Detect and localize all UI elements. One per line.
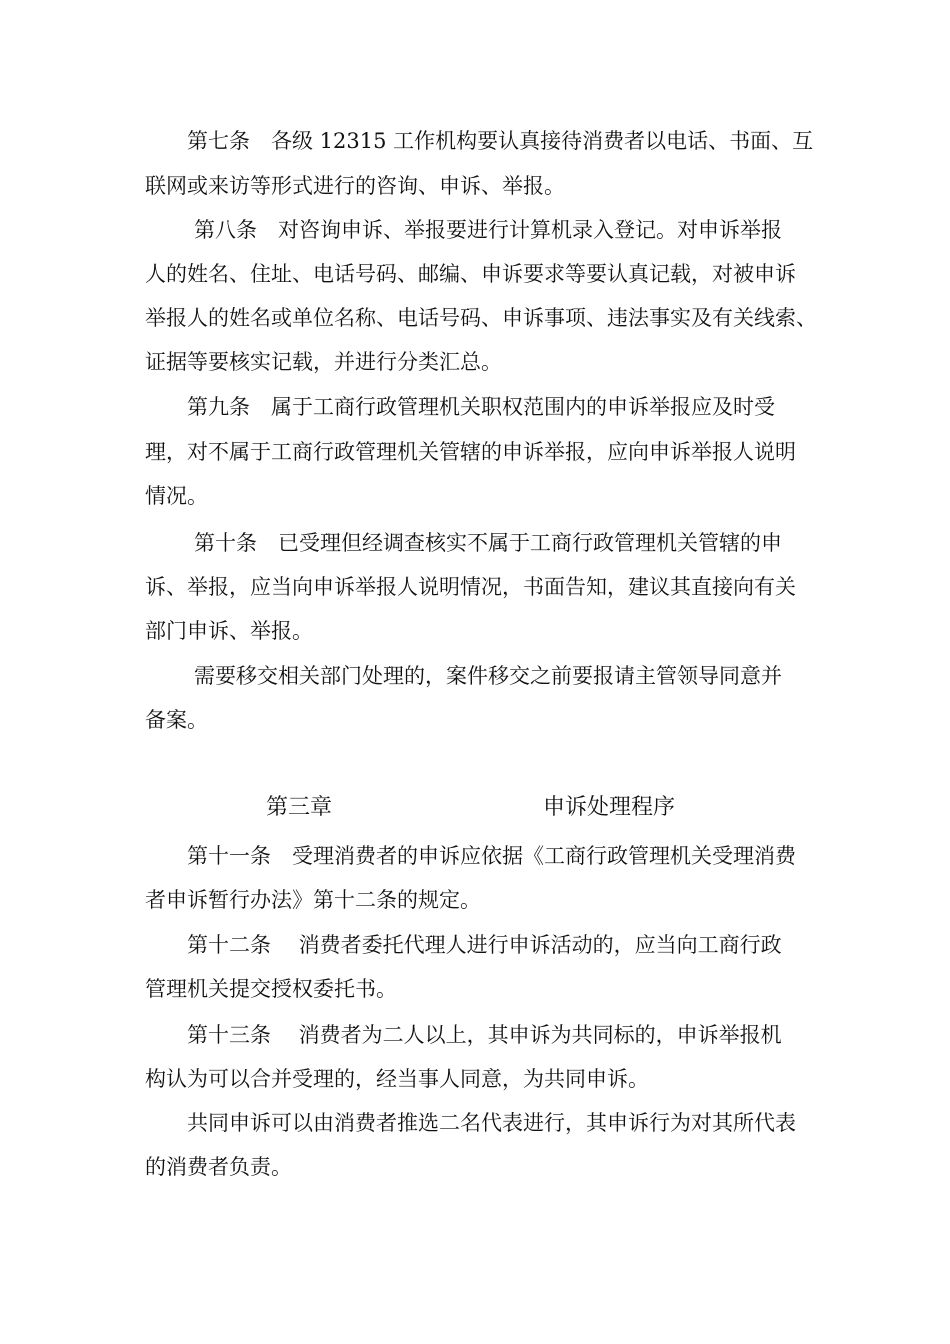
article-12-line-2: 管理机关提交授权委托书。: [145, 977, 397, 1001]
article-13-line-2: 构认为可以合并受理的，经当事人同意，为共同申诉。: [145, 1067, 649, 1091]
article-10-para-2-line-1: 需要移交相关部门处理的，案件移交之前要报请主管领导同意并: [194, 664, 782, 688]
article-7-line-2: 联网或来访等形式进行的咨询、申诉、举报。: [145, 174, 565, 198]
joint-complaint-line-1: 共同申诉可以由消费者推选二名代表进行，其申诉行为对其所代表: [187, 1111, 796, 1135]
article-13-line-1: 第十三条 消费者为二人以上，其申诉为共同标的，申诉举报机: [187, 1023, 782, 1047]
joint-complaint-line-2: 的消费者负责。: [145, 1155, 292, 1179]
article-10-line-3: 部门申诉、举报。: [145, 619, 313, 643]
article-8-line-1: 第八条 对咨询申诉、举报要进行计算机录入登记。对申诉举报: [194, 218, 782, 242]
article-8-line-2: 人的姓名、住址、电话号码、邮编、申诉要求等要认真记载，对被申诉: [145, 262, 796, 286]
article-11-line-2: 者申诉暂行办法》第十二条的规定。: [145, 888, 481, 912]
article-10-para-2-line-2: 备案。: [145, 708, 208, 732]
article-10-line-1: 第十条 已受理但经调查核实不属于工商行政管理机关管辖的申: [194, 531, 782, 555]
article-12-line-1: 第十二条 消费者委托代理人进行申诉活动的，应当向工商行政: [187, 933, 782, 957]
article-9-line-1: 第九条 属于工商行政管理机关职权范围内的申诉举报应及时受: [187, 395, 775, 419]
article-11-line-1: 第十一条 受理消费者的申诉应依据《工商行政管理机关受理消费: [187, 844, 796, 868]
article-8-line-4: 证据等要核实记载，并进行分类汇总。: [145, 350, 502, 374]
article-9-line-3: 情况。: [145, 484, 208, 508]
chapter-title: 申诉处理程序: [543, 795, 676, 820]
article-7-line-1: 第七条 各级 12315 工作机构要认真接待消费者以电话、书面、互: [187, 129, 814, 153]
chapter-number: 第三章: [266, 795, 333, 820]
article-9-line-2: 理，对不属于工商行政管理机关管辖的申诉举报，应向申诉举报人说明: [145, 440, 796, 464]
article-8-line-3: 举报人的姓名或单位名称、电话号码、申诉事项、违法事实及有关线索、: [145, 306, 817, 330]
article-10-line-2: 诉、举报，应当向申诉举报人说明情况，书面告知，建议其直接向有关: [145, 575, 796, 599]
